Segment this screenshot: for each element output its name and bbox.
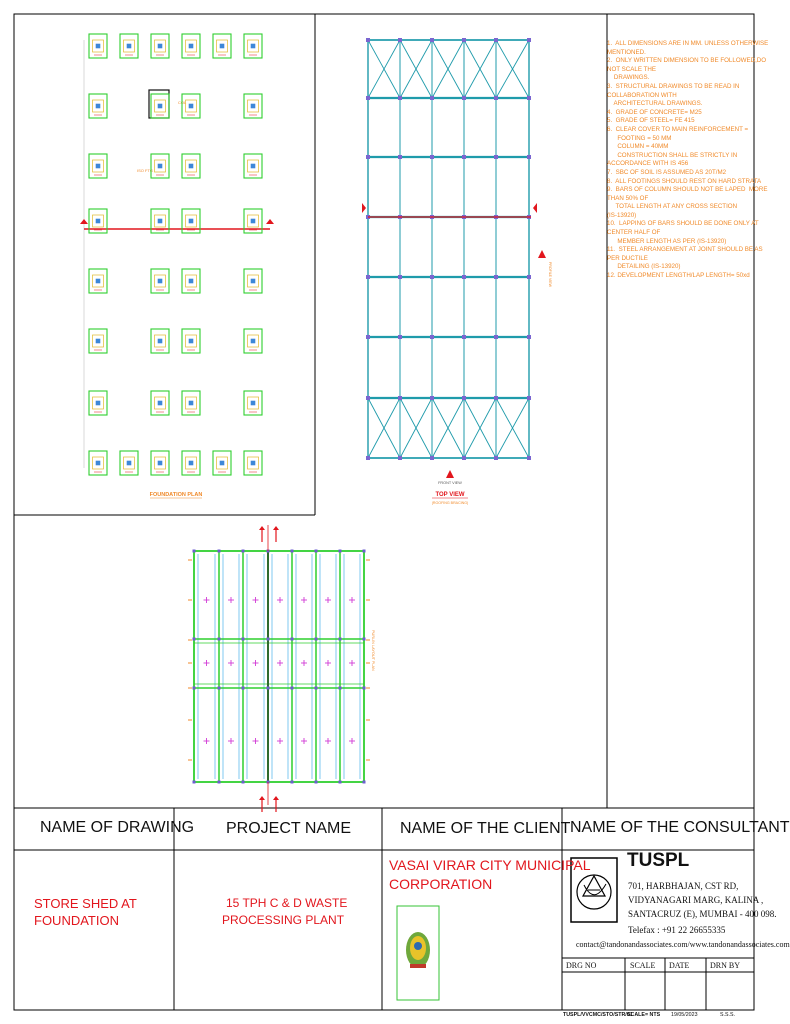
note-line: TOTAL LENGTH AT ANY CROSS SECTION <box>607 203 738 211</box>
joint-node <box>527 275 531 279</box>
joint-node <box>366 96 370 100</box>
consultant-contact: contact@tandonandassociates.com/www.tandonandassociates.com <box>576 940 790 949</box>
footing <box>120 34 138 58</box>
purlin-node <box>291 550 294 553</box>
footing <box>182 269 200 293</box>
drawing-name-line2: FOUNDATION <box>34 913 119 928</box>
project-name-line1: 15 TPH C & D WASTE <box>226 896 348 910</box>
purlin-layout-plan <box>188 525 375 812</box>
purlin-node <box>291 781 294 784</box>
note-line: CONSTRUCTION SHALL BE STRICTLY IN <box>607 151 738 159</box>
foundation-plan <box>80 34 274 498</box>
purlin-node <box>193 550 196 553</box>
footing <box>151 94 169 118</box>
footing <box>89 34 107 58</box>
joint-node <box>366 275 370 279</box>
purlin-node <box>218 781 221 784</box>
purlin-node <box>193 638 196 641</box>
top-view-title: TOP VIEW <box>435 492 465 498</box>
footing <box>182 94 200 118</box>
purlin-node <box>315 781 318 784</box>
purlin-node <box>363 687 366 690</box>
purlin-node <box>363 638 366 641</box>
header-name-of-client: NAME OF THE CLIENT <box>400 820 571 837</box>
footing <box>151 34 169 58</box>
joint-node <box>494 38 498 42</box>
header-project-name: PROJECT NAME <box>226 820 352 837</box>
footing <box>89 94 107 118</box>
joint-node <box>462 96 466 100</box>
purlin-node <box>242 550 245 553</box>
note-line: 9. BARS OF COLUMN SHOULD NOT BE LAPED MORE <box>607 186 768 194</box>
purlin-node <box>315 687 318 690</box>
footing <box>213 451 231 475</box>
footing <box>151 451 169 475</box>
note-line: ARCHITECTURAL DRAWINGS. <box>607 100 703 108</box>
note-line: CENTER HALF OF <box>607 229 661 237</box>
joint-node <box>398 335 402 339</box>
note-line: 6. CLEAR COVER TO MAIN REINFORCEMENT = <box>607 125 749 133</box>
joint-node <box>398 155 402 159</box>
purlin-layout-label: PURLIN LAYOUT PLAN <box>371 630 375 671</box>
profile-view-label: PROFILE VIEW <box>548 262 552 287</box>
footing <box>182 391 200 415</box>
joint-node <box>462 155 466 159</box>
joint-node <box>366 155 370 159</box>
purlin-node <box>218 638 221 641</box>
footing <box>89 451 107 475</box>
joint-node <box>527 38 531 42</box>
col-drn-by: DRN BY <box>710 961 741 970</box>
front-view-label: FRONT VIEW <box>438 481 462 485</box>
svg-text:COL: COL <box>178 100 187 105</box>
note-line: COLLABORATION WITH <box>607 91 677 99</box>
purlin-node <box>242 638 245 641</box>
note-line: 4. GRADE OF CONCRETE= M25 <box>607 108 702 116</box>
footing <box>151 391 169 415</box>
joint-node <box>462 456 466 460</box>
footing <box>89 154 107 178</box>
consultant-telefax: Telefax : +91 22 26655335 <box>628 925 726 935</box>
drawing-name-line1: STORE SHED AT <box>34 896 137 911</box>
consultant-firm-name: TUSPL <box>627 850 690 871</box>
joint-node <box>494 456 498 460</box>
joint-node <box>430 335 434 339</box>
joint-node <box>430 275 434 279</box>
note-line: THAN 50% OF <box>607 194 649 202</box>
section-arrow <box>273 796 279 800</box>
note-line: 3. STRUCTURAL DRAWINGS TO BE READ IN <box>607 82 740 90</box>
joint-node <box>398 456 402 460</box>
top-view-subtitle: (ROOFING BRACING) <box>431 501 469 505</box>
note-line: DETAILING (IS-13920) <box>607 263 681 271</box>
footing <box>151 154 169 178</box>
client-name-line1: VASAI VIRAR CITY MUNICIPAL <box>389 857 591 873</box>
purlin-node <box>339 550 342 553</box>
joint-node <box>398 38 402 42</box>
footing <box>182 451 200 475</box>
footing <box>89 269 107 293</box>
value-date: 19/05/2023 <box>671 1012 698 1018</box>
header-name-of-drawing: NAME OF DRAWING <box>40 819 195 836</box>
note-line: MEMBER LENGTH AS PER (IS-13920) <box>607 237 727 245</box>
footing <box>89 329 107 353</box>
svg-text:ISO FTG: ISO FTG <box>137 168 153 173</box>
section-arrow <box>273 526 279 530</box>
joint-node <box>494 275 498 279</box>
purlin-node <box>291 638 294 641</box>
value-scale: SCALE= NTS <box>627 1012 661 1018</box>
joint-node <box>527 155 531 159</box>
footing <box>89 391 107 415</box>
joint-node <box>462 335 466 339</box>
purlin-node <box>267 638 270 641</box>
footing <box>182 34 200 58</box>
section-arrow <box>259 526 265 530</box>
note-line: NOT SCALE THE <box>607 65 656 73</box>
joint-node <box>494 155 498 159</box>
joint-node <box>527 396 531 400</box>
joint-node <box>527 96 531 100</box>
value-drn-by: S.S.S. <box>720 1012 736 1018</box>
joint-node <box>462 275 466 279</box>
note-line: ACCORDANCE WITH IS 456 <box>607 160 689 168</box>
value-drg-no: TUSPL/VVCMC/STO/STR/01 <box>563 1012 633 1018</box>
footing <box>244 269 262 293</box>
purlin-node <box>315 638 318 641</box>
purlin-node <box>218 687 221 690</box>
joint-node <box>398 396 402 400</box>
note-line: 12. DEVELOPMENT LENGTH/LAP LENGTH= 50xd <box>607 272 750 280</box>
footing <box>213 34 231 58</box>
note-line: 8. ALL FOOTINGS SHOULD REST ON HARD STRATA <box>607 177 762 185</box>
col-scale: SCALE <box>630 961 656 970</box>
note-line: 10. LAPPING OF BARS SHOULD BE DONE ONLY AT <box>607 220 759 228</box>
note-line: DRAWINGS. <box>607 74 650 82</box>
consultant-address-line2: VIDYANAGARI MARG, KALINA , <box>628 895 764 905</box>
client-name-line2: CORPORATION <box>389 876 493 892</box>
joint-node <box>366 38 370 42</box>
note-line: PER DUCTILE <box>607 254 648 262</box>
note-line: 1. ALL DIMENSIONS ARE IN MM. UNLESS OTHERWISE <box>607 40 769 47</box>
top-view-outline <box>368 40 529 458</box>
note-line: 5. GRADE OF STEEL= FE 415 <box>607 117 695 125</box>
vvcmc-emblem-logo <box>397 906 439 1000</box>
purlin-node <box>339 638 342 641</box>
footing <box>120 451 138 475</box>
footing <box>182 329 200 353</box>
footing-grid <box>89 34 262 475</box>
purlin-node <box>193 687 196 690</box>
note-line: 2. ONLY WRITTEN DIMENSION TO BE FOLLOWED,DO <box>607 57 767 65</box>
consultant-address-line1: 701, HARBHAJAN, CST RD, <box>628 881 739 891</box>
header-name-of-consultant: NAME OF THE CONSULTANT <box>570 819 790 836</box>
col-date: DATE <box>669 961 690 970</box>
note-line: MENTIONED. <box>607 48 646 56</box>
joint-node <box>494 96 498 100</box>
joint-node <box>398 275 402 279</box>
purlin-node <box>242 781 245 784</box>
joint-node <box>398 96 402 100</box>
note-line: FOOTING = 50 MM <box>607 134 672 142</box>
joint-node <box>494 335 498 339</box>
footing <box>151 329 169 353</box>
joint-node <box>462 396 466 400</box>
purlin-node <box>291 687 294 690</box>
joint-node <box>527 335 531 339</box>
joint-node <box>366 456 370 460</box>
footing <box>244 329 262 353</box>
purlin-node <box>218 550 221 553</box>
note-line: COLUMN = 40MM <box>607 143 669 151</box>
project-name-line2: PROCESSING PLANT <box>222 913 345 927</box>
joint-node <box>430 96 434 100</box>
joint-node <box>494 396 498 400</box>
purlin-node <box>339 687 342 690</box>
general-notes <box>607 40 767 281</box>
foundation-plan-title: FOUNDATION PLAN <box>149 492 203 498</box>
note-line: 11. STEEL ARRANGEMENT AT JOINT SHOULD BE AS <box>607 246 763 254</box>
footing <box>244 154 262 178</box>
consultant-address-line3: SANTACRUZ (E), MUMBAI - 400 098. <box>628 909 777 919</box>
joint-node <box>430 456 434 460</box>
note-line: 7. SBC OF SOIL IS ASSUMED AS 20T/M2 <box>607 168 727 176</box>
purlin-node <box>193 781 196 784</box>
purlin-node <box>242 687 245 690</box>
footing <box>244 34 262 58</box>
joint-node <box>430 38 434 42</box>
joint-node <box>366 396 370 400</box>
footing <box>182 154 200 178</box>
col-drg-no: DRG NO <box>566 961 597 970</box>
joint-node <box>430 396 434 400</box>
purlin-node <box>363 781 366 784</box>
section-arrow <box>259 796 265 800</box>
purlin-node <box>339 781 342 784</box>
purlin-node <box>363 550 366 553</box>
joint-node <box>366 335 370 339</box>
top-view-roof-bracing <box>362 38 552 505</box>
footing <box>244 451 262 475</box>
joint-node <box>430 155 434 159</box>
footing <box>244 94 262 118</box>
footing <box>151 269 169 293</box>
footing <box>244 391 262 415</box>
purlin-node <box>267 687 270 690</box>
note-line: (IS-13920) <box>607 211 637 219</box>
joint-node <box>527 456 531 460</box>
purlin-node <box>315 550 318 553</box>
joint-node <box>462 38 466 42</box>
